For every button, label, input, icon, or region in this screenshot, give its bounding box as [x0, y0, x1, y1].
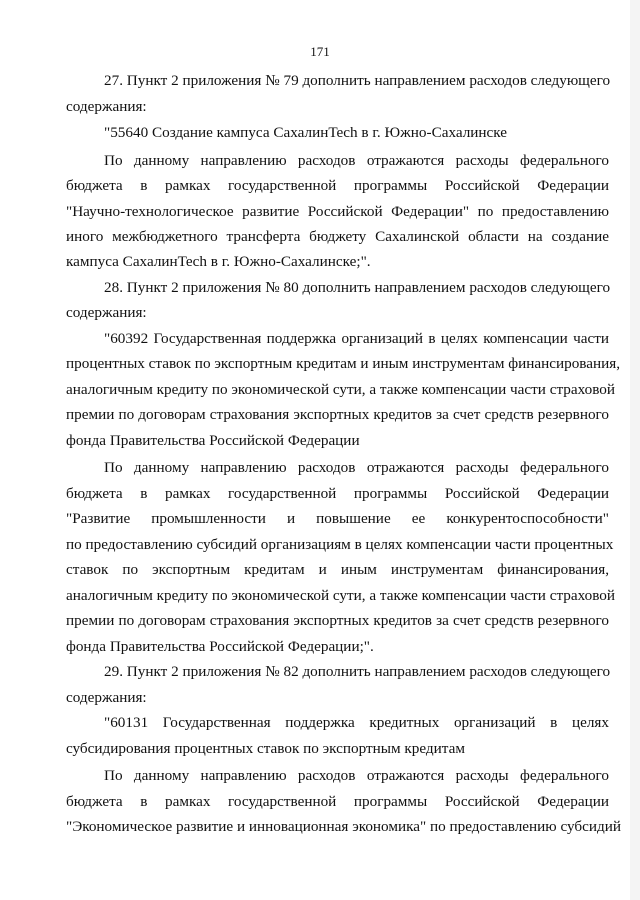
text-line: "Экономическое развитие и инновационная экономика" по предоставлению субсидий — [66, 818, 621, 835]
text-line: фонда Правительства Российской Федерации;". — [66, 638, 374, 655]
text-line: По данному направлению расходов отражаются расходы федерального — [104, 459, 609, 476]
text-line: субсидирования процентных ставок по экспортным кредитам — [66, 740, 465, 757]
text-line: содержания: — [66, 304, 147, 321]
text-line: аналогичным кредиту по экономической сути, а также компенсации части страховой — [66, 381, 616, 398]
text-line: процентных ставок по экспортным кредитам и иным инструментам финансирования, — [66, 355, 621, 372]
text-line: содержания: — [66, 98, 147, 115]
text-line: "60131 Государственная поддержка кредитных организаций в целях — [104, 714, 609, 731]
text-line: ставок по экспортным кредитам и иным инструментам финансирования, — [66, 561, 609, 578]
text-line: 28. Пункт 2 приложения № 80 дополнить направлением расходов следующего — [104, 279, 611, 296]
text-line: По данному направлению расходов отражаются расходы федерального — [104, 767, 609, 784]
text-line: содержания: — [66, 689, 147, 706]
text-line: бюджета в рамках государственной программы Российской Федерации — [66, 177, 609, 194]
text-line: по предоставлению субсидий организациям в целях компенсации части процентных — [66, 536, 614, 553]
text-line: 29. Пункт 2 приложения № 82 дополнить направлением расходов следующего — [104, 663, 611, 680]
text-line: "55640 Создание кампуса СахалинTech в г. Южно-Сахалинске — [104, 124, 508, 141]
text-line: аналогичным кредиту по экономической сути, а также компенсации части страховой — [66, 587, 616, 604]
page-number: 171 — [310, 44, 330, 59]
text-line: кампуса СахалинTech в г. Южно-Сахалинске;". — [66, 253, 371, 270]
text-line: "60392 Государственная поддержка организаций в целях компенсации части — [104, 330, 609, 347]
scan-edge — [630, 0, 640, 900]
text-line: "Научно-технологическое развитие Российской Федерации" по предоставлению — [66, 203, 609, 220]
text-line: премии по договорам страхования экспортных кредитов за счет средств резервного — [66, 612, 609, 629]
text-line: бюджета в рамках государственной программы Российской Федерации — [66, 485, 609, 502]
text-line: "Развитие промышленности и повышение ее конкурентоспособности" — [66, 510, 609, 527]
text-line: 27. Пункт 2 приложения № 79 дополнить направлением расходов следующего — [104, 72, 611, 89]
text-line: бюджета в рамках государственной программы Российской Федерации — [66, 793, 609, 810]
text-line: фонда Правительства Российской Федерации — [66, 432, 360, 449]
text-line: По данному направлению расходов отражаются расходы федерального — [104, 152, 609, 169]
text-line: иного межбюджетного трансферта бюджету Сахалинской области на создание — [66, 228, 609, 245]
text-line: премии по договорам страхования экспортных кредитов за счет средств резервного — [66, 406, 609, 423]
